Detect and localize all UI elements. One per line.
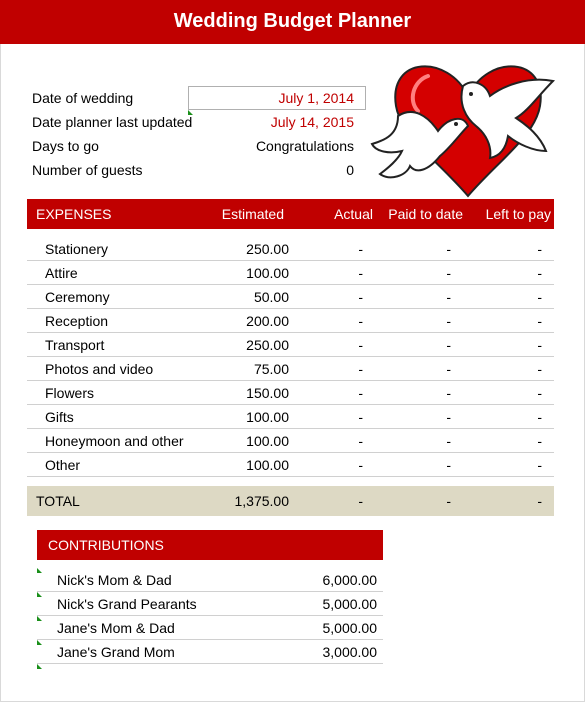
info-label: Days to go xyxy=(32,138,99,154)
left-value[interactable]: - xyxy=(537,385,542,401)
left-header: Left to pay xyxy=(485,206,551,222)
paid-header: Paid to date xyxy=(388,206,463,222)
left-value[interactable]: - xyxy=(537,409,542,425)
info-row-last-updated xyxy=(32,110,362,134)
contributor-name[interactable]: Jane's Mom & Dad xyxy=(57,620,175,636)
actual-value[interactable]: - xyxy=(358,289,363,305)
total-row xyxy=(27,486,554,516)
actual-value[interactable]: - xyxy=(358,457,363,473)
info-label: Date of wedding xyxy=(32,90,134,106)
estimated-value[interactable]: 100.00 xyxy=(246,457,289,473)
list-item xyxy=(37,592,383,616)
expense-name: Stationery xyxy=(45,241,109,257)
estimated-value[interactable]: 100.00 xyxy=(246,433,289,449)
expense-name: Photos and video xyxy=(45,361,154,377)
table-row xyxy=(27,261,554,285)
table-row xyxy=(27,285,554,309)
actual-value[interactable]: - xyxy=(358,241,363,257)
list-item xyxy=(37,568,383,592)
actual-value[interactable]: - xyxy=(358,409,363,425)
days-to-go-value: Congratulations xyxy=(255,138,354,154)
last-updated-value[interactable]: July 14, 2015 xyxy=(270,114,354,130)
green-triangle-icon xyxy=(37,592,42,597)
total-actual: - xyxy=(358,493,363,509)
page-title: Wedding Budget Planner xyxy=(0,0,585,44)
expense-name: Transport xyxy=(45,337,105,353)
actual-value[interactable]: - xyxy=(358,361,363,377)
expense-name: Honeymoon and other xyxy=(45,433,184,449)
actual-value[interactable]: - xyxy=(358,313,363,329)
total-left: - xyxy=(537,493,542,509)
list-item xyxy=(37,616,383,640)
contributions-title: CONTRIBUTIONS xyxy=(48,537,164,553)
estimated-header: Estimated xyxy=(221,206,284,222)
table-row xyxy=(27,381,554,405)
left-value[interactable]: - xyxy=(537,337,542,353)
expense-name: Reception xyxy=(45,313,109,329)
left-value[interactable]: - xyxy=(537,265,542,281)
info-label: Date planner last updated xyxy=(32,114,193,130)
table-row xyxy=(27,309,554,333)
paid-value[interactable]: - xyxy=(446,313,451,329)
info-row-wedding-date xyxy=(32,86,362,110)
expense-name: Attire xyxy=(45,265,78,281)
expenses-header xyxy=(27,199,554,229)
total-paid: - xyxy=(446,493,451,509)
info-label: Number of guests xyxy=(32,162,143,178)
left-value[interactable]: - xyxy=(537,289,542,305)
left-value[interactable]: - xyxy=(537,457,542,473)
actual-value[interactable]: - xyxy=(358,265,363,281)
contribution-amount[interactable]: 5,000.00 xyxy=(322,596,377,612)
left-value[interactable]: - xyxy=(537,433,542,449)
green-triangle-icon xyxy=(37,640,42,645)
green-triangle-icon xyxy=(37,568,42,573)
paid-value[interactable]: - xyxy=(446,241,451,257)
wedding-date-value[interactable]: July 1, 2014 xyxy=(278,90,354,106)
estimated-value[interactable]: 50.00 xyxy=(253,289,289,305)
estimated-value[interactable]: 100.00 xyxy=(246,265,289,281)
estimated-value[interactable]: 200.00 xyxy=(246,313,289,329)
paid-value[interactable]: - xyxy=(446,337,451,353)
contributor-name[interactable]: Jane's Grand Mom xyxy=(57,644,175,660)
estimated-value[interactable]: 100.00 xyxy=(246,409,289,425)
list-item xyxy=(37,640,383,664)
table-row xyxy=(27,333,554,357)
estimated-value[interactable]: 250.00 xyxy=(246,337,289,353)
left-value[interactable]: - xyxy=(537,361,542,377)
info-row-guests xyxy=(32,158,354,182)
expense-name: Ceremony xyxy=(45,289,110,305)
expense-name: Flowers xyxy=(45,385,95,401)
actual-value[interactable]: - xyxy=(358,337,363,353)
contributions-header xyxy=(37,530,383,560)
total-estimated: 1,375.00 xyxy=(234,493,289,509)
green-triangle-icon xyxy=(37,616,42,621)
guests-value[interactable]: 0 xyxy=(346,162,354,178)
contributor-name[interactable]: Nick's Mom & Dad xyxy=(57,572,172,588)
expenses-title: EXPENSES xyxy=(36,206,112,222)
table-row xyxy=(27,429,554,453)
estimated-value[interactable]: 150.00 xyxy=(246,385,289,401)
contribution-amount[interactable]: 3,000.00 xyxy=(322,644,377,660)
paid-value[interactable]: - xyxy=(446,361,451,377)
expense-name: Other xyxy=(45,457,81,473)
left-value[interactable]: - xyxy=(537,241,542,257)
paid-value[interactable]: - xyxy=(446,409,451,425)
table-row xyxy=(27,357,554,381)
heart-with-doves-icon xyxy=(368,56,568,198)
contribution-amount[interactable]: 5,000.00 xyxy=(322,620,377,636)
estimated-value[interactable]: 75.00 xyxy=(253,361,289,377)
paid-value[interactable]: - xyxy=(446,289,451,305)
actual-value[interactable]: - xyxy=(358,433,363,449)
estimated-value[interactable]: 250.00 xyxy=(246,241,289,257)
table-row xyxy=(27,405,554,429)
green-triangle-icon xyxy=(37,664,42,669)
paid-value[interactable]: - xyxy=(446,265,451,281)
total-label: TOTAL xyxy=(36,493,80,509)
table-row xyxy=(27,237,554,261)
expense-name: Gifts xyxy=(45,409,74,425)
paid-value[interactable]: - xyxy=(446,457,451,473)
contribution-amount[interactable]: 6,000.00 xyxy=(322,572,377,588)
info-row-days-to-go xyxy=(32,134,354,158)
left-value[interactable]: - xyxy=(537,313,542,329)
contributor-name[interactable]: Nick's Grand Pearants xyxy=(57,596,197,612)
paid-value[interactable]: - xyxy=(446,385,451,401)
actual-header: Actual xyxy=(334,206,373,222)
actual-value[interactable]: - xyxy=(358,385,363,401)
table-row xyxy=(27,453,554,477)
paid-value[interactable]: - xyxy=(446,433,451,449)
